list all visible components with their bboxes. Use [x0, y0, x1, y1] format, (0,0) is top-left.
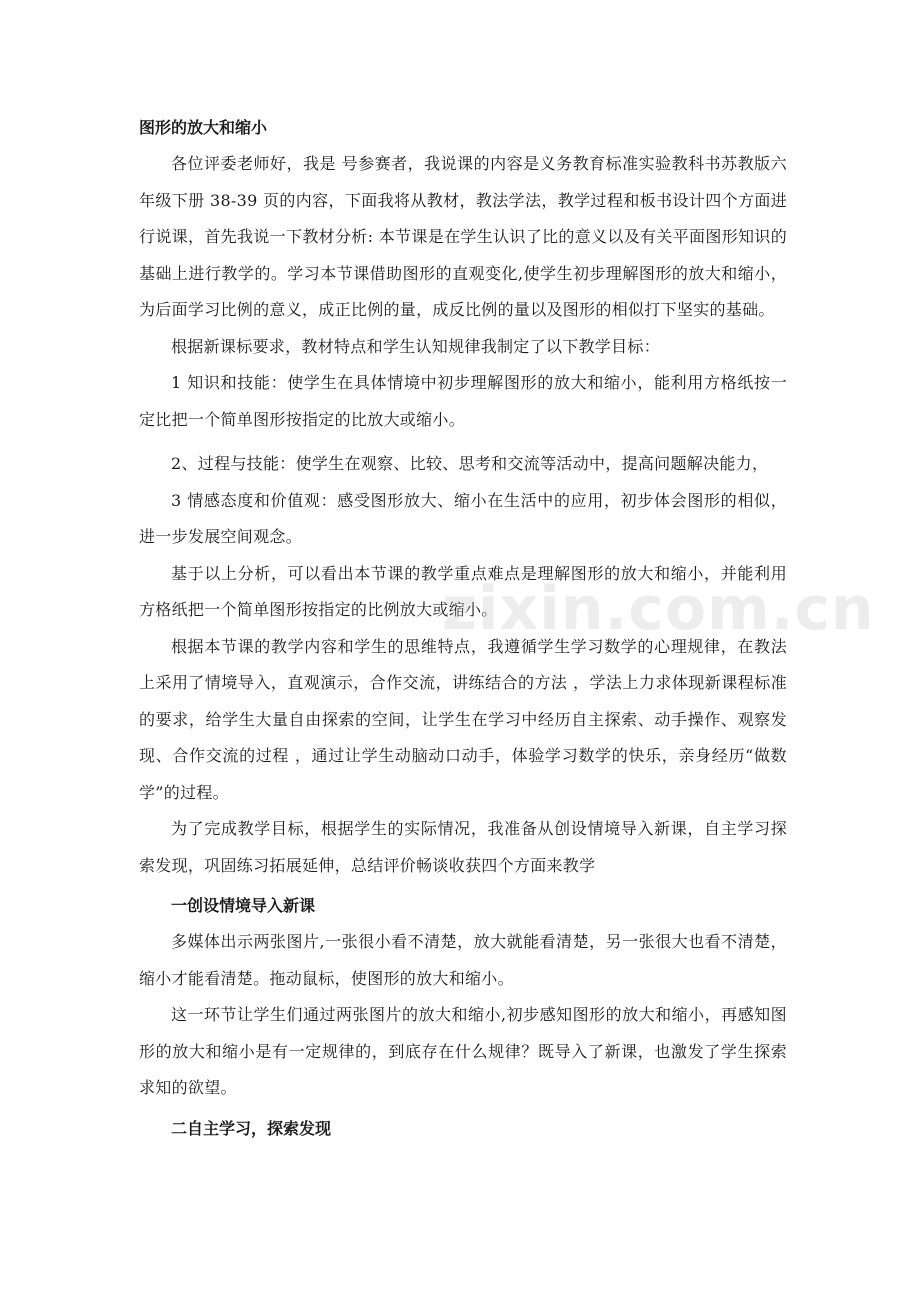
objectives-intro-paragraph: 根据新课标要求，教材特点和学生认知规律我制定了以下教学目标： [171, 336, 661, 356]
objective-attitude-paragraph: 3 情感态度和价值观：感受图形放大、缩小在生活中的应用，初步体会图形的相似，进一步发展空间观念。 [139, 490, 787, 546]
section-1-paragraph: 这一环节让学生们通过两张图片的放大和缩小,初步感知图形的放大和缩小，再感知图形的放大和缩小是有一定规律的，到底存在什么规律？既导入了新课，也激发了学生探索求知的欲望。 [139, 1005, 787, 1097]
key-points-paragraph: 基于以上分析，可以看出本节课的教学重点难点是理解图形的放大和缩小，并能利用方格纸把一个简单图形按指定的比例放大或缩小。 [139, 563, 787, 619]
watermark: zixin.com.cn [442, 574, 875, 644]
objective-knowledge-paragraph: 1 知识和技能：使学生在具体情境中初步理解图形的放大和缩小，能利用方格纸按一定比把一个简单图形按指定的比放大或缩小。 [139, 373, 787, 429]
methods-paragraph: 根据本节课的教学内容和学生的思维特点，我遵循学生学习数学的心理规律，在教法上采用了情境导入，直观演示，合作交流，讲练结合的方法 ，学法上力求体现新课程标准的要求，给学生大量自由探索的空间，让学生在学习中经历自主探索、动手操作、观察发现、合作交流的过程 ，通过让学生动脑动口动手，体验学习数学的快乐，亲身经历“做数学”的过程。 [139, 636, 787, 802]
objective-process-paragraph: 2、过程与技能：使学生在观察、比较、思考和交流等活动中，提高问题解决能力， [171, 454, 769, 473]
intro-paragraph: 各位评委老师好，我是 号参赛者，我说课的内容是义务教育标准实验教科书苏教版六年级下册 38-39 页的内容，下面我将从教材，教法学法，教学过程和板书设计四个方面进行说课，首先我说一下教材分析: 本节课是在学生认识了比的意义以及有关平面图形知识的基础上进行教学的。学习本节课借助图形的直观变化,使学生初步理解图形的放大和缩小，为后面学习比例的意义，成正比例的量，成反比例的量以及图形的相似打下坚实的基础。 [139, 154, 787, 319]
plan-paragraph: 为了完成教学目标，根据学生的实际情况，我准备从创设情境导入新课，自主学习探索发现，巩固练习拓展延伸，总结评价畅谈收获四个方面来教学 [139, 819, 787, 875]
section-1-heading: 一创设情境导入新课 [171, 896, 316, 915]
section-2-heading: 二自主学习，探索发现 [171, 1118, 332, 1138]
document-title: 图形的放大和缩小 [139, 118, 268, 137]
section-1-paragraph: 多媒体出示两张图片,一张很小看不清楚，放大就能看清楚，另一张很大也看不清楚，缩小才能看清楚。拖动鼠标，使图形的放大和缩小。 [139, 932, 787, 988]
document-page [139, 114, 787, 1147]
